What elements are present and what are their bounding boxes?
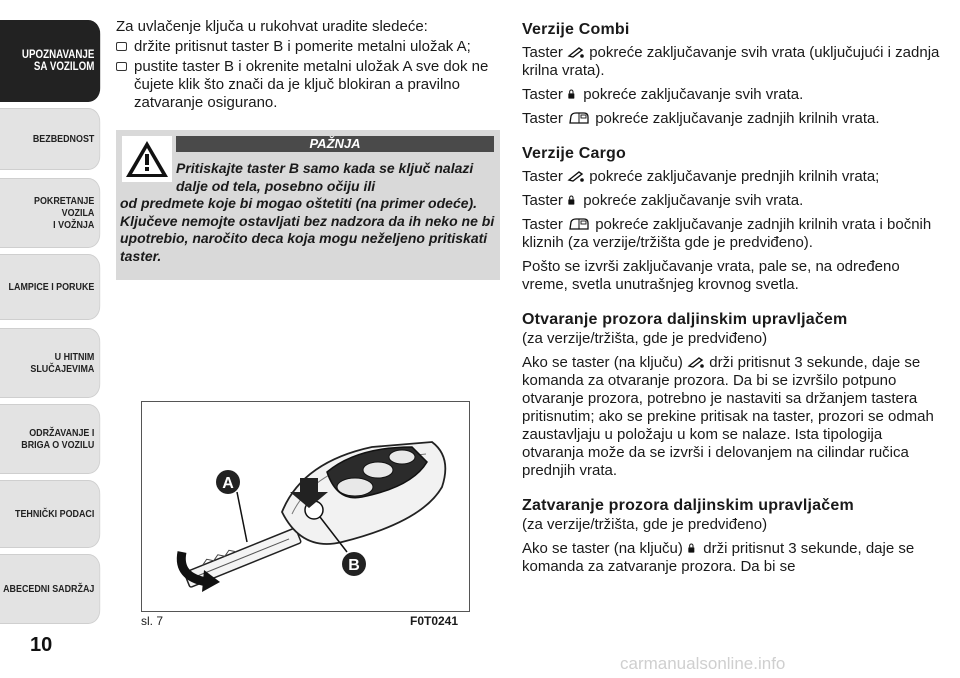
warning-text-rest: od predmete koje bi mogao oštetiti (na primer odeće). Ključeve nemojte ostavljati bez nadzora da ih neko ne bi upotrebio, naročito deca koja mogu neželjeno pritiskati taster. [120, 195, 495, 264]
lock-icon [567, 193, 579, 207]
line-text: drži pritisnut 3 sekunde, daje se komanda za zatvaranje prozora. Da bi se [522, 540, 915, 575]
tab-tehnicki[interactable] [0, 480, 100, 548]
cargo-line-3 [522, 216, 942, 252]
key-figure [141, 401, 470, 612]
bullet-text: pustite taster B i okrenite metalni uložak A sve dok ne čujete klik što znači da je ključ blokiran a pravilno zatvaranje osigurano. [134, 58, 489, 111]
line-text: pokreće zaključavanje zadnjih krilnih vrata. [595, 110, 880, 127]
line-prefix: Ako se taster (na ključu) [522, 354, 683, 371]
tab-lampice[interactable] [0, 254, 100, 320]
chapter-sidebar [0, 0, 104, 678]
tab-label: POKRETANJE VOZILA [34, 195, 95, 219]
heading-close-windows: Zatvaranje prozora daljinskim upravljačem [522, 497, 854, 514]
line-prefix: Taster [522, 192, 563, 209]
figure-label: sl. 7 [141, 614, 164, 628]
page-number: 10 [30, 634, 53, 656]
unlock-car-icon [567, 45, 585, 59]
unlock-car-icon [687, 355, 705, 369]
tab-pokretanje[interactable] [0, 178, 100, 248]
right-column [522, 20, 942, 582]
line-prefix: Ako se taster (na ključu) [522, 540, 683, 557]
combi-line-1 [522, 44, 942, 80]
lock-icon [687, 541, 699, 555]
warning-title: PAŽNJA [176, 136, 494, 152]
bullet-text: držite pritisnut taster B i pomerite metalni uložak A; [134, 38, 471, 55]
key-illustration [142, 402, 471, 613]
line-prefix: Taster [522, 44, 563, 61]
line-prefix: Taster [522, 86, 563, 103]
tab-upoznavanje[interactable] [0, 20, 100, 102]
tab-label: I VOŽNJA [53, 219, 95, 231]
checkbox-bullet-icon [116, 62, 127, 71]
line-text: pokreće zaključavanje svih vrata (uključujući i zadnja krilna vrata). [522, 44, 940, 79]
lock-icon [567, 87, 579, 101]
tab-label: U HITNIM [54, 351, 95, 363]
line-text: pokreće zaključavanje svih vrata. [583, 192, 804, 209]
warning-box [116, 130, 500, 280]
line-prefix: Taster [522, 110, 563, 127]
tab-bezbednost[interactable] [0, 108, 100, 170]
tab-label: ABECEDNI SADRŽAJ [3, 583, 95, 595]
unlock-car-icon [567, 169, 585, 183]
combi-line-3 [522, 110, 942, 128]
rear-doors-icon [567, 111, 591, 125]
tab-label: SA VOZILOM [33, 61, 95, 73]
warning-text-first: Pritiskajte taster B samo kada se ključ nalazi dalje od tela, posebno očiju ili [176, 160, 474, 194]
line-text: pokreće zaključavanje prednjih krilnih vrata; [589, 168, 880, 185]
rear-doors-icon [567, 217, 591, 231]
bullet-item [116, 38, 500, 56]
cargo-line-1 [522, 168, 942, 186]
watermark: carmanualsonline.info [620, 654, 786, 673]
heading-combi: Verzije Combi [522, 21, 630, 38]
tab-odrzavanje[interactable] [0, 404, 100, 474]
line-text: pokreće zaključavanje zadnjih krilnih vrata i bočnih kliznih (za verzije/tržišta gde je predviđeno). [522, 216, 932, 251]
tab-abecedni[interactable] [0, 554, 100, 624]
close-windows-text [522, 540, 942, 576]
tab-label: ODRŽAVANJE I [29, 427, 95, 439]
bullet-item [116, 58, 500, 112]
line-prefix: Taster [522, 216, 563, 233]
open-windows-text [522, 354, 942, 480]
tab-label: BRIGA O VOZILU [21, 439, 95, 451]
heading-open-windows: Otvaranje prozora daljinskim upravljačem [522, 311, 848, 328]
warning-text [120, 160, 496, 265]
tab-label: TEHNIČKI PODACI [15, 508, 95, 520]
tab-label: LAMPICE I PORUKE [8, 281, 95, 293]
line-text: drži pritisnut 3 sekunde, daje se komanda za otvaranje prozora. Da bi se izvršilo potpuno otvaranje prozora, potrebno je nastaviti sa držanjem tastera pritisnutim; ako se prekine pritisak na taster, prozori se odmah zaustavljaju u položaju u kom se nalaze. Ista tipologija otvaranja može da se izvrši i delovanjem na cilindar ručica prednjih vrata. [522, 354, 934, 479]
figure-code: F0T0241 [410, 614, 459, 628]
line-prefix: Taster [522, 168, 563, 185]
close-windows-sub: (za verzije/tržišta, gde je predviđeno) [522, 516, 768, 533]
combi-line-2 [522, 86, 942, 104]
marker-a: A [222, 475, 234, 492]
tab-label: UPOZNAVANJE [21, 49, 95, 61]
intro-text: Za uvlačenje ključa u rukohvat uradite sledeće: [116, 18, 428, 35]
line-text: pokreće zaključavanje svih vrata. [583, 86, 804, 103]
tab-label: BEZBEDNOST [32, 133, 95, 145]
open-windows-sub: (za verzije/tržišta, gde je predviđeno) [522, 330, 768, 347]
heading-cargo: Verzije Cargo [522, 145, 626, 162]
cargo-note: Pošto se izvrši zaključavanje vrata, pale se, na određeno vreme, svetla unutrašnjeg krovnog svetla. [522, 258, 900, 293]
tab-hitni[interactable] [0, 328, 100, 398]
checkbox-bullet-icon [116, 42, 127, 51]
marker-b: B [348, 557, 360, 574]
cargo-line-2 [522, 192, 942, 210]
left-column [116, 18, 500, 280]
tab-label: SLUČAJEVIMA [30, 363, 95, 375]
